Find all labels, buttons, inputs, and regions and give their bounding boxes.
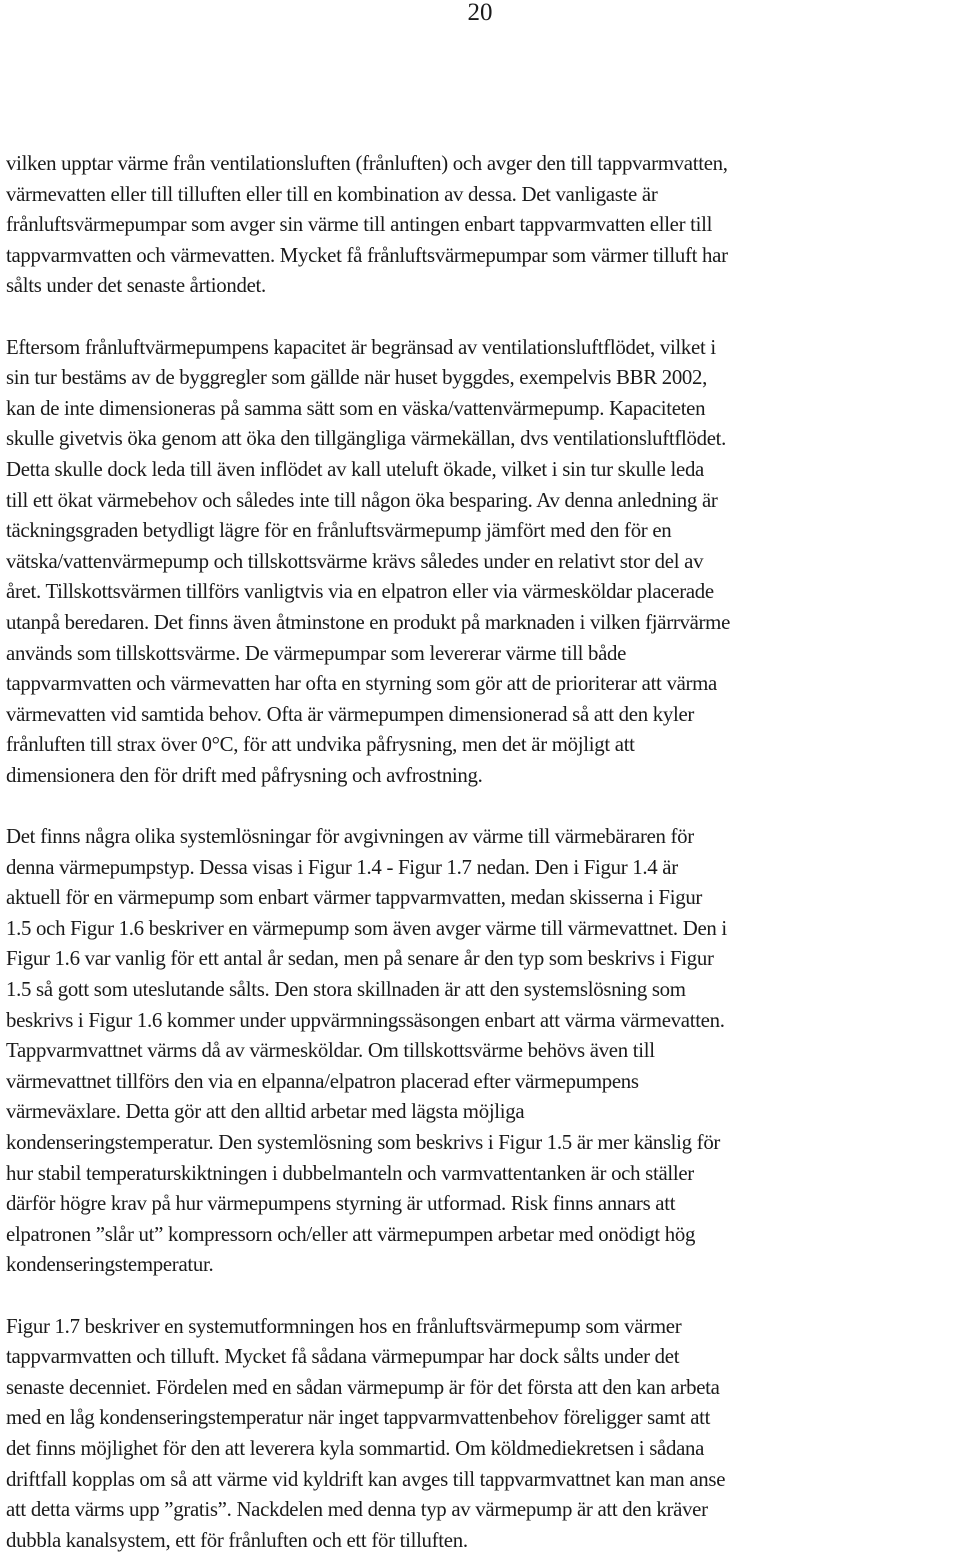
text-line: Det finns några olika systemlösningar för avgivningen av värme till värmebäraren för [6, 824, 694, 849]
text-line: värmevatten eller till tilluften eller till en kombination av dessa. Det vanligaste är [6, 181, 658, 206]
text-line: frånluften till strax över 0°C, för att undvika påfrysning, men det är möjligt att [6, 732, 635, 757]
text-line: att detta värms upp ”gratis”. Nackdelen med denna typ av värmepump är att den kräver [6, 1497, 708, 1522]
text-line: kan de inte dimensioneras på samma sätt som en väska/vattenvärmepump. Kapaciteten [6, 395, 706, 420]
text-line: beskrivs i Figur 1.6 kommer under uppvärmningssäsongen enbart att värma värmevatten. [6, 1007, 725, 1032]
text-line: utanpå beredaren. Det finns även åtminstone en produkt på marknaden i vilken fjärrvärme [6, 609, 731, 634]
text-line: tappvarmvatten och värmevatten har ofta en styrning som gör att de prioriterar att värma [6, 671, 717, 696]
text-line: 1.5 så gott som uteslutande sålts. Den stora skillnaden är att den systemslösning som [6, 977, 686, 1002]
text-line: året. Tillskottsvärmen tillförs vanligtvis via en elpatron eller via värmesköldar placerade [6, 579, 714, 604]
text-line: dimensionera den för drift med påfrysning och avfrostning. [6, 762, 483, 787]
text-line: kondenseringstemperatur. [6, 1252, 214, 1277]
body-text [6, 148, 960, 1555]
text-line: det finns möjlighet för den att leverera kyla sommartid. Om köldmediekretsen i sådana [6, 1435, 705, 1460]
text-line: sålts under det senaste årtiondet. [6, 273, 266, 298]
text-line: hur stabil temperaturskiktningen i dubbelmanteln och varmvattentanken är och ställer [6, 1160, 694, 1185]
text-line: elpatronen ”slår ut” kompressorn och/eller att värmepumpen arbetar med onödigt hög [6, 1221, 696, 1246]
text-line: används som tillskottsvärme. De värmepumpar som levererar värme till både [6, 640, 627, 665]
text-line: vätska/vattenvärmepump och tillskottsvärme krävs således under en relativt stor del av [6, 548, 704, 573]
text-line: Tappvarmvattnet värms då av värmesköldar. Om tillskottsvärme behövs även till [6, 1038, 655, 1063]
text-line: tappvarmvatten och tilluft. Mycket få sådana värmepumpar har dock sålts under det [6, 1344, 680, 1369]
text-line: sin tur bestäms av de byggregler som gällde när huset byggdes, exempelvis BBR 2002, [6, 365, 708, 390]
text-line: dubbla kanalsystem, ett för frånluften och ett för tilluften. [6, 1527, 468, 1552]
text-line: aktuell för en värmepump som enbart värmer tappvarmvatten, medan skisserna i Figur [6, 885, 703, 910]
text-line: med en låg kondenseringstemperatur när inget tappvarmvattenbehov föreligger samt att [6, 1405, 711, 1430]
text-line: denna värmepumpstyp. Dessa visas i Figur 1.4 - Figur 1.7 nedan. Den i Figur 1.4 är [6, 854, 678, 879]
text-line: senaste decenniet. Fördelen med en sådan värmepump är för det första att den kan arbeta [6, 1374, 720, 1399]
text-line: Figur 1.7 beskriver en systemutformningen hos en frånluftsvärmepump som värmer [6, 1313, 682, 1338]
text-line: Eftersom frånluftvärmepumpens kapacitet är begränsad av ventilationsluftflödet, vilket i [6, 334, 716, 359]
text-line: vilken upptar värme från ventilationsluften (frånluften) och avger den till tappvarmvatten, [6, 151, 728, 175]
paragraph [6, 1311, 960, 1555]
text-line: Figur 1.6 var vanlig för ett antal år sedan, men på senare år den typ som beskrivs i Figur [6, 946, 714, 971]
text-line: därför högre krav på hur värmepumpens styrning är utformad. Risk finns annars att [6, 1191, 676, 1216]
page-number: 20 [467, 0, 493, 26]
paragraph [6, 821, 960, 1280]
text-line: värmeväxlare. Detta gör att den alltid arbetar med lägsta möjliga [6, 1099, 525, 1124]
text-line: kondenseringstemperatur. Den systemlösning som beskrivs i Figur 1.5 är mer känslig för [6, 1130, 721, 1154]
text-line: värmevattnet tillförs den via en elpanna/elpatron placerad efter värmepumpens [6, 1068, 639, 1093]
text-line: tappvarmvatten och värmevatten. Mycket få frånluftsvärmepumpar som värmer tilluft har [6, 242, 728, 267]
text-line: värmevatten vid samtida behov. Ofta är värmepumpen dimensionerad så att den kyler [6, 701, 695, 726]
paragraph [6, 332, 960, 791]
paragraph [6, 148, 960, 301]
text-line: driftfall kopplas om så att värme vid kyldrift kan avges till tappvarmvattnet kan man anse [6, 1466, 726, 1491]
text-line: frånluftsvärmepumpar som avger sin värme till antingen enbart tappvarmvatten eller till [6, 212, 713, 237]
text-line: täckningsgraden betydligt lägre för en frånluftsvärmepump jämfört med den för en [6, 518, 672, 543]
text-line: skulle givetvis öka genom att öka den tillgängliga värmekällan, dvs ventilationsluftflödet. [6, 426, 727, 451]
text-line: 1.5 och Figur 1.6 beskriver en värmepump som även avger värme till värmevattnet. Den i [6, 915, 727, 940]
text-line: Detta skulle dock leda till även inflödet av kall uteluft ökade, vilket i sin tur skulle leda [6, 456, 705, 481]
text-line: till ett ökat värmebehov och således inte till någon öka besparing. Av denna anledning är [6, 487, 718, 512]
